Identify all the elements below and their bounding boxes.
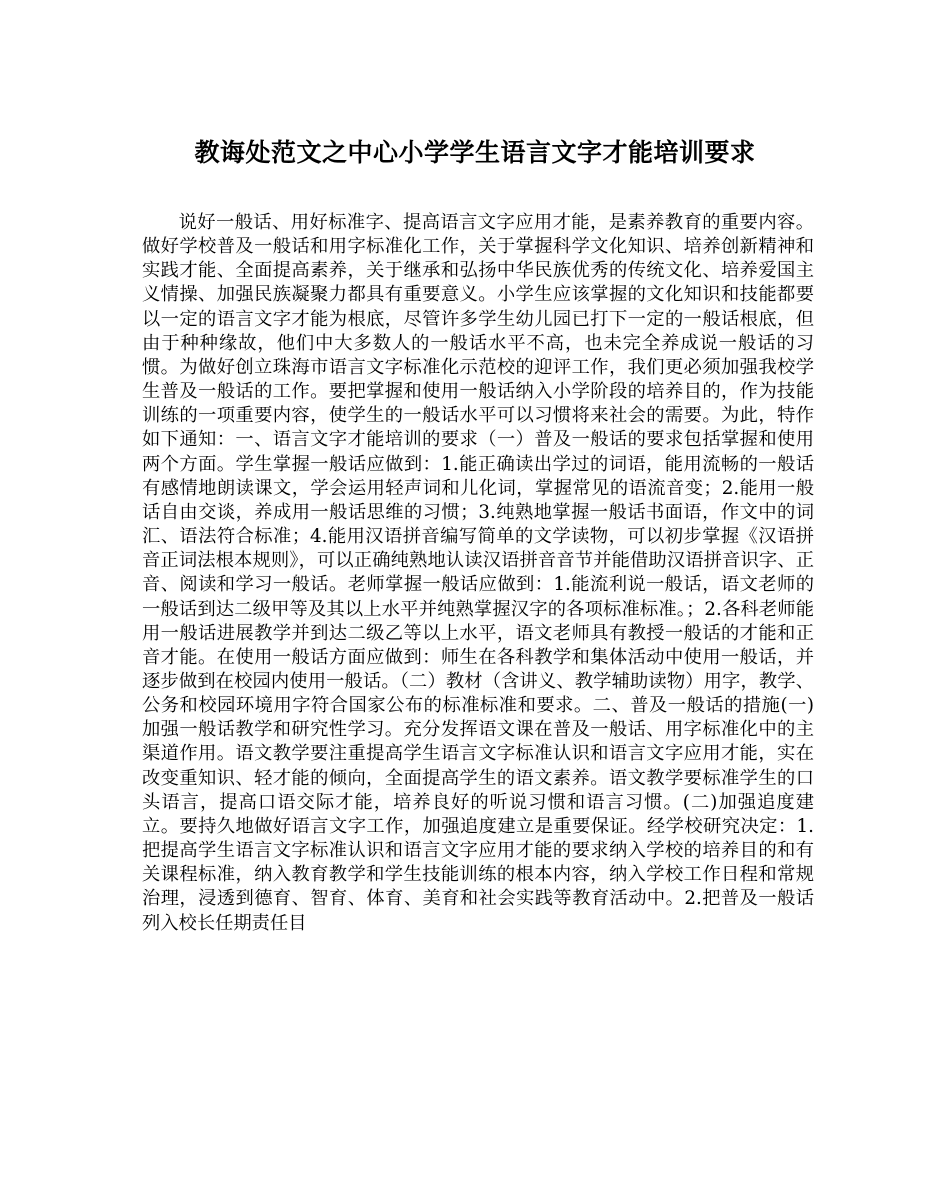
document-body-paragraph: 说好一般话、用好标准字、提高语言文字应用才能，是素养教育的重要内容。做好学校普及一般话和用字标准化工作，关于掌握科学文化知识、培养创新精神和实践才能、全面提高素养，关于继承和弘扬中华民族优秀的传统文化、培养爱国主义情操、加强民族凝聚力都具有重要意义。小学生应该掌握的文化知识和技能都要以一定的语言文字才能为根底，尽管许多学生幼儿园已打下一定的一般话根底，但由于种种缘故，他们中大多数人的一般话水平不高，也未完全养成说一般话的习惯。为做好创立珠海市语言文字标准化示范校的迎评工作，我们更必须加强我校学生普及一般话的工作。要把掌握和使用一般话纳入小学阶段的培养目的，作为技能训练的一项重要内容，使学生的一般话水平可以习惯将来社会的需要。为此，特作如下通知：一、语言文字才能培训的要求（一）普及一般话的要求包括掌握和使用两个方面。学生掌握一般话应做到：1.能正确读出学过的词语，能用流畅的一般话有感情地朗读课文，学会运用轻声词和儿化词，掌握常见的语流音变；2.能用一般话自由交谈，养成用一般话思维的习惯；3.纯熟地掌握一般话书面语，作文中的词汇、语法符合标准；4.能用汉语拼音编写简单的文学读物，可以初步掌握《汉语拼音正词法根本规则》，可以正确纯熟地认读汉语拼音音节并能借助汉语拼音识字、正音、阅读和学习一般话。老师掌握一般话应做到：1.能流利说一般话，语文老师的一般话到达二级甲等及其以上水平并纯熟掌握汉字的各项标准标准。；2.各科老师能用一般话进展教学并到达二级乙等以上水平，语文老师具有教授一般话的才能和正音才能。在使用一般话方面应做到：师生在各科教学和集体活动中使用一般话，并逐步做到在校园内使用一般话。（二）教材（含讲义、教学辅助读物）用字，教学、公务和校园环境用字符合国家公布的标准标准和要求。二、普及一般话的措施(一)加强一般话教学和研究性学习。充分发挥语文课在普及一般话、用字标准化中的主渠道作用。语文教学要注重提高学生语言文字标准认识和语言文字应用才能，实在改变重知识、轻才能的倾向，全面提高学生的语文素养。语文教学要标准学生的口头语言，提高口语交际才能，培养良好的听说习惯和语言习惯。(二)加强追度建立。要持久地做好语言文字工作，加强追度建立是重要保证。经学校研究决定：1.把提高学生语言文字标准认识和语言文字应用才能的要求纳入学校的培养目的和有关课程标准，纳入教育教学和学生技能训练的根本内容，纳入学校工作日程和常规治理，浸透到德育、智育、体育、美育和社会实践等教育活动中。2.把普及一般话列入校长任期责任目 [142,212,814,934]
document-title: 教诲处范文之中心小学学生语言文字才能培训要求 [194,138,756,167]
